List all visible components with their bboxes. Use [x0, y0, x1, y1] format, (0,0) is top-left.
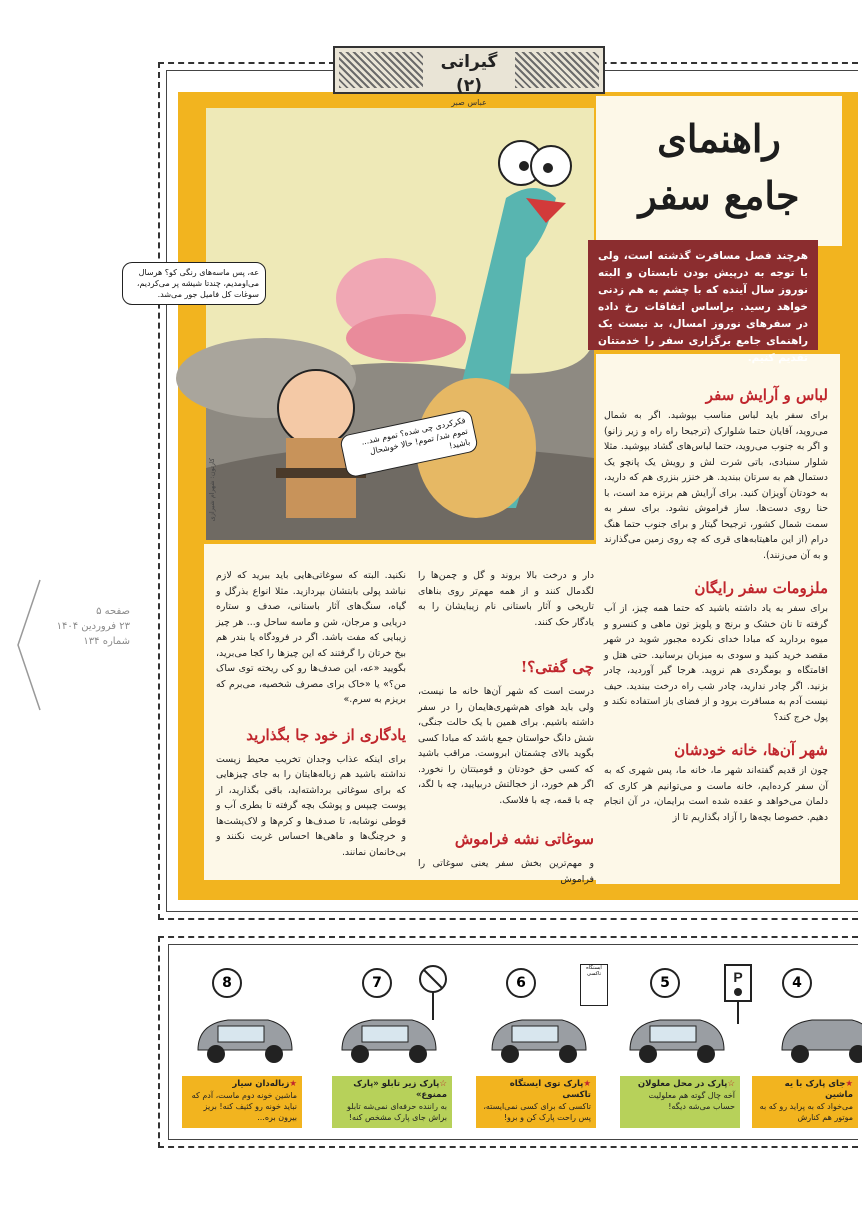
car-icon: [188, 1004, 298, 1070]
car-icon: [332, 1004, 442, 1070]
parking-card-6: [476, 1076, 596, 1128]
parking-cell-5: [620, 964, 742, 1130]
star-icon: ★: [583, 1079, 591, 1089]
parking-card-5: [620, 1076, 740, 1128]
right-column: [604, 386, 828, 825]
card-text: ماشین خونه دوم ماست، آدم که نباید خونه رو کثیف کنه! بریز بیرون بره...: [191, 1091, 297, 1122]
card-text: می‌خواد که به پراید رو که به موتور هم کنارش: [759, 1102, 853, 1122]
page-rail-notch: [0, 580, 40, 710]
left-top-body: نکنید. البته که سوغاتی‌هایی باید ببرید که لازم نباشد پولی بابتشان بپردازید. مثلا انواع بذرگل و گیاه، سنگ‌های آثار باستانی، صدف و ستاره دریایی و مرجان، شن و ماسه ساحل و... هر چیز زیبایی که مفت باشد. اگر در فرودگاه یا بندر هم بیخ خرتان را گرفتند که این چیزها را کجا می‌برید، بگویید «عه، این صدف‌ها رو کی ریخته توی ساک من؟» یا «خاک برای مصرف شخصیه، می‌برم که بریزم به سرم.»: [216, 570, 406, 705]
logo-pattern-right: [515, 52, 599, 88]
car-icon: [482, 1004, 592, 1070]
souvenir-body: و مهم‌ترین بخش سفر یعنی سوغاتی را فراموش: [418, 858, 594, 885]
parking-cell-7: [332, 964, 454, 1130]
chigofti-heading: چی گفتی؟!: [520, 658, 594, 676]
parking-card-8: [182, 1076, 302, 1128]
cell-number: 8: [212, 968, 242, 998]
left-column: [216, 568, 406, 860]
title-line-2: جامع سفر: [638, 173, 800, 218]
clothing-heading: لباس و آرایش سفر: [705, 386, 828, 404]
card-title: جای پارک با یه ماشین: [784, 1079, 853, 1100]
issue-number: شماره ۱۳۴: [83, 636, 130, 647]
article-intro: هرچند فصل مسافرت گذشته است، ولی با توجه به درپیش بودن تابستان و البته نوروز سال آینده که با چشم به هم زدنی خواهد رسید. براساس اتفاقات رخ داده در سفرهای نوروز امسال، بد نیست یک راهنمای جامع برگزاری سفر را خدمتتان تقدیم کنیم.: [588, 240, 818, 350]
title-line-1: راهنمای: [657, 116, 781, 161]
cell-number: 5: [650, 968, 680, 998]
cell-number: 4: [782, 968, 812, 998]
taxi-stop-sign: ایستگاه تاکسی: [580, 964, 608, 1006]
car-icon: [620, 1004, 730, 1070]
star-icon: ☆: [439, 1079, 447, 1089]
speech-bubble-center: فکرکردی چی شده؟ تموم شد... تموم شد/ تموم! حالا خوشحال باشید!: [339, 409, 479, 479]
parking-cell-4: [752, 964, 858, 1130]
issue-date: ۲۳ فروردین ۱۴۰۴: [56, 621, 130, 632]
cell-number: 7: [362, 968, 392, 998]
logo-pattern-left: [339, 52, 423, 88]
logo-title: گیراتی (۲): [440, 52, 498, 96]
memory-heading: یادگاری از خود جا بگذارید: [246, 725, 406, 744]
page-meta: [48, 604, 130, 649]
card-text: تاکسی که برای کسی نمی‌ایسته، پس راحت پارک کن و برو!: [483, 1102, 591, 1122]
cities-body: چون از قدیم گفته‌اند شهر ما، خانه ما، پس شهری که به آن سفر کرده‌ایم، خانه ماست و می‌توانیم هر کاری که دلمان می‌خواهد و عقده شده است برایمان، در آن انجام دهیم. خصوصا بچه‌ها را آزاد بگذاریم تا از: [604, 765, 828, 823]
article-title: [600, 112, 838, 242]
car-icon: [772, 1004, 862, 1070]
middle-column: [418, 568, 594, 887]
section-logo: [333, 46, 605, 107]
card-title: پارک زیر تابلو «پارک ممنوع»: [353, 1079, 447, 1100]
card-text: به راننده حرفه‌ای نمی‌شه تابلو براش جای پارک مشخص کنه!: [347, 1102, 447, 1122]
card-title: زباله‌دان سیار: [232, 1079, 290, 1089]
parking-cell-6: [476, 964, 602, 1130]
star-icon: ☆: [727, 1079, 735, 1089]
svg-text:P: P: [733, 969, 743, 985]
parking-card-4: [752, 1076, 858, 1128]
cartoon-credit: کارتون: شهرام شیرازی: [208, 458, 216, 522]
page-number: صفحه ۵: [96, 606, 130, 617]
cell-number: 6: [506, 968, 536, 998]
cartoon-illustration: [136, 108, 594, 540]
card-title: پارک در محل معلولان: [637, 1079, 728, 1089]
clothing-body: برای سفر باید لباس مناسب بپوشید. اگر به شمال می‌روید، آقایان حتما شلوارک (ترجیحا راه راه و زیر زانو) و اگر به جنوب می‌روید، حتما لباس‌های گشاد بپوشید. مثلا شلوار سنبادی، باتی شرت لش و رویش یک پانچو یک دستمال هم به سرتان ببندید. هر خنزر بنزری هم که دارید، به خودتان آویزان کنید. برای آرایش هم برنزه مد است، با حنا روی دست‌ها. ساز فراموش نشود. برای سفر به سمت شمال کشور، ترجیحا گیتار و برای جنوب حتما هنگ درام (از این ماهیتابه‌های قری که چه روی زمین می‌گذارند و به آن می‌زنند).: [604, 410, 828, 561]
supplies-body: برای سفر به یاد داشته باشید که حتما همه چیز، از آب گرفته تا نان خشک و برنج و پلویز تون ماهی و کنسرو و میوه بردارید که مبادا خدای نکرده مجبور شوید در شهر مقصد خرید کنید و سودی به میزبان برسانید. حتی هتل و اقامتگاه و بومگردی هم نروید. هرجا گیر آوردید، چادر بزنید. اگر چادر ندارید، چادر شب راه درخت ببندید. حیف نیست آدم به مسافرت برود و از فضای باز استفاده نکند و پول خرج کند؟: [604, 603, 828, 723]
parking-cell-8: [182, 964, 304, 1130]
chigofti-body: درست است که شهر آن‌ها خانه ما نیست، ولی باید هوای هم‌شهری‌هایمان را در سفر داشته باشیم. برای همین با یک حالت جنگی، شش دانگ حواستان جمع باشد که مبادا کسی بگوید بالای چشمتان ابروست. مراقب باشید که کسی حق خودتان و قومیتتان را نخورد. اگر هم خورد، از خجالتش دربیایید، چه با لگد، چه با قمه، چه با فلاسک.: [418, 686, 594, 806]
parking-card-7: [332, 1076, 452, 1128]
cartoon-drawing: [206, 108, 594, 540]
star-icon: ★: [845, 1079, 853, 1089]
logo-subtitle: عباس صبر: [451, 98, 487, 107]
memory-body: برای اینکه عذاب وجدان تخریب محیط زیست نداشته باشید هم زباله‌هایتان را به جای چیزهایی که برای سوغاتی برداشته‌اید، باقی بگذارید، از پوست چیپس و پوشک بچه گرفته تا بطری آب و قوطی نوشابه، تا صدف‌ها و کرم‌ها و لاک‌پشت‌ها و خرچنگ‌ها و ماهی‌ها احساس غربت نکنند و بی‌خانمان نمانند.: [216, 753, 406, 858]
supplies-heading: ملزومات سفر رایگان: [694, 579, 828, 597]
speech-bubble-left: عه، پس ماسه‌های رنگی کو؟ هرسال می‌اومدیم، چندتا شیشه پر می‌کردیم، سوغات کل فامیل جور می‌شد.: [122, 262, 266, 305]
card-text: آخه چال گوته هم معلولیت حساب می‌شه دیگه!: [648, 1091, 735, 1111]
card-title: پارک توی ایستگاه تاکسی: [509, 1079, 591, 1100]
souvenir-heading: سوغاتی نشه فراموش: [454, 830, 594, 848]
middle-top-body: دار و درخت بالا بروند و گل و چمن‌ها را لگدمال کنند و از همه مهم‌تر روی بناهای تاریخی و آثار باستانی نام زیبایشان را به یادگار حک کنند.: [418, 570, 594, 628]
cities-heading: شهر آن‌ها، خانه خودشان: [674, 741, 828, 759]
star-icon: ★: [289, 1079, 297, 1089]
